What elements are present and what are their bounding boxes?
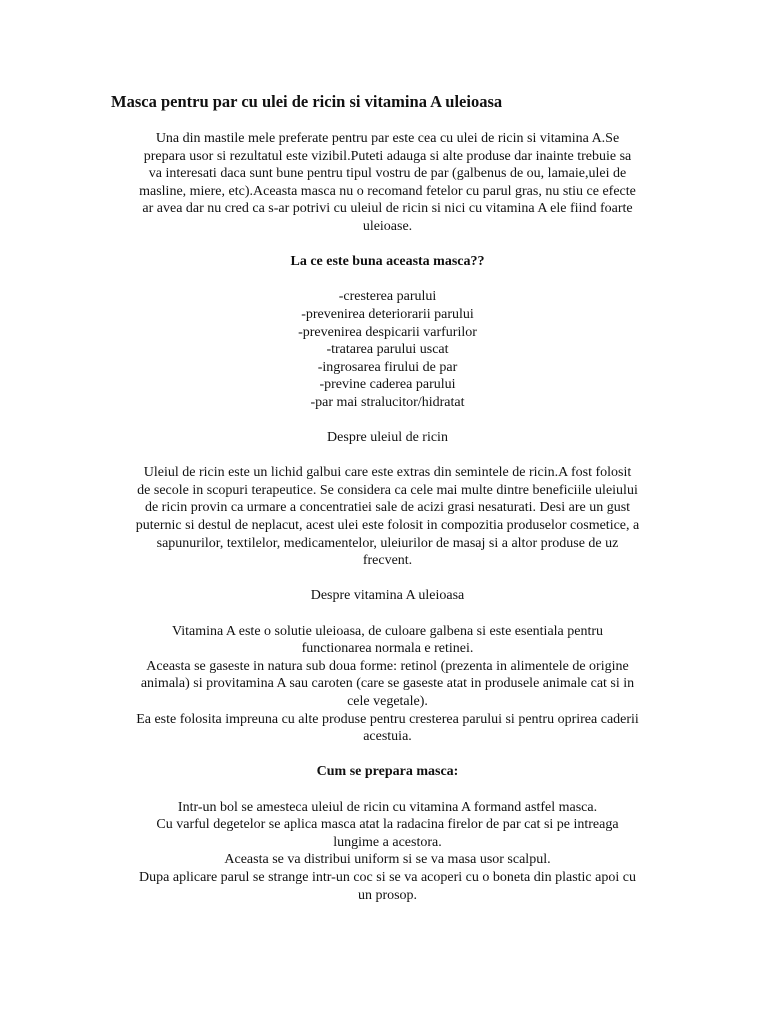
text-line: -prevenirea deteriorarii parului: [301, 306, 474, 322]
text-line: Ea este folosita impreuna cu alte produse pentru cresterea parului si pentru oprirea caderii: [136, 711, 639, 727]
text-line: acestuia.: [363, 729, 412, 745]
text-line: Cu varful degetelor se aplica masca atat la radacina firelor de par cat si pe intreaga: [156, 817, 619, 833]
text-line: cele vegetale).: [347, 694, 428, 709]
text-line: Una din mastile mele preferate pentru par este cea cu ulei de ricin si vitamina A.Se: [155, 131, 620, 146]
text-line: La ce este buna aceasta masca??: [290, 254, 485, 270]
document-title: Masca pentru par cu ulei de ricin si vitamina A uleioasa: [111, 92, 503, 111]
text-line: -tratarea parului uscat: [326, 342, 449, 358]
text-line: uleioase.: [362, 218, 413, 234]
text-line: va interesati daca sunt bune pentru tipul vostru de par (galbenus de ou, lamaie,ulei de: [148, 166, 627, 182]
paragraph: [105, 429, 670, 447]
text-line: animala) si provitamina A sau caroten (care se gaseste atat in produsele animale cat si in: [140, 676, 635, 692]
text-line: Despre vitamina A uleioasa: [310, 588, 465, 604]
text-line: puternic si destul de neplacut, acest ulei este folosit in compozitia produselor cosmetice, a: [135, 518, 640, 534]
text-line: sapunurilor, textilelor, medicamentelor, uleiurilor de masaj si a altor produse de uz: [156, 535, 619, 551]
text-line: -cresterea parului: [338, 289, 437, 305]
paragraph: [105, 623, 670, 746]
paragraph: [105, 587, 670, 605]
text-line: Vitamina A este o solutie uleioasa, de culoare galbena si este esentiala pentru: [171, 623, 604, 639]
paragraph: [105, 464, 670, 570]
text-line: Despre uleiul de ricin: [327, 430, 448, 446]
paragraph-spacer: [105, 236, 670, 254]
paragraph-spacer: [105, 781, 670, 799]
text-line: -ingrosarea firului de par: [317, 359, 458, 375]
text-line: -previne caderea parului: [319, 377, 456, 393]
text-line: lungime a acestora.: [333, 834, 442, 850]
text-line: Dupa aplicare parul se strange intr-un coc si se va acoperi cu o boneta din plastic apoi cu: [139, 869, 636, 885]
text-line: ar avea dar nu cred ca s-ar potrivi cu uleiul de ricin si nici cu vitamina A ele fiind foarte: [142, 201, 633, 217]
text-line: masline, miere, etc).Aceasta masca nu o recomand fetelor cu parul gras, nu stiu ce efecte: [139, 183, 636, 199]
paragraph-spacer: [105, 746, 670, 764]
text-line: un prosop.: [357, 887, 418, 903]
paragraph-spacer: [105, 570, 670, 588]
paragraph-spacer: [105, 605, 670, 623]
text-line: de secole in scopuri terapeutice. Se considera ca cele mai multe dintre beneficiile uleiului: [137, 482, 638, 498]
paragraph: [105, 130, 670, 236]
paragraph-spacer: [105, 271, 670, 289]
text-line: Aceasta se gaseste in natura sub doua forme: retinol (prezenta in alimentele de origine: [146, 658, 629, 674]
text-line: -par mai stralucitor/hidratat: [310, 394, 465, 410]
paragraph: [105, 288, 670, 411]
text-line: Uleiul de ricin este un lichid galbui care este extras din semintele de ricin.A fost folosit: [143, 465, 632, 481]
text-line: functionarea normala e retinei.: [301, 641, 474, 657]
document-body: [105, 130, 670, 904]
paragraph: [105, 799, 670, 905]
text-line: frecvent.: [362, 553, 413, 569]
text-line: -prevenirea despicarii varfurilor: [298, 324, 477, 340]
section-heading: [105, 253, 670, 271]
text-line: prepara usor si rezultatul este vizibil.Puteti adauga si alte produse dar inainte trebuie sa: [143, 148, 632, 164]
text-line: Cum se prepara masca:: [316, 764, 459, 780]
text-line: de ricin provin ca urmare a concentratiei sale de acizi grasi nesaturati. Desi are un gust: [144, 500, 631, 516]
section-heading: [105, 763, 670, 781]
paragraph-spacer: [105, 412, 670, 430]
text-line: Intr-un bol se amesteca uleiul de ricin cu vitamina A formand astfel masca.: [177, 799, 598, 815]
paragraph-spacer: [105, 447, 670, 465]
text-line: Aceasta se va distribui uniform si se va masa usor scalpul.: [224, 852, 551, 868]
